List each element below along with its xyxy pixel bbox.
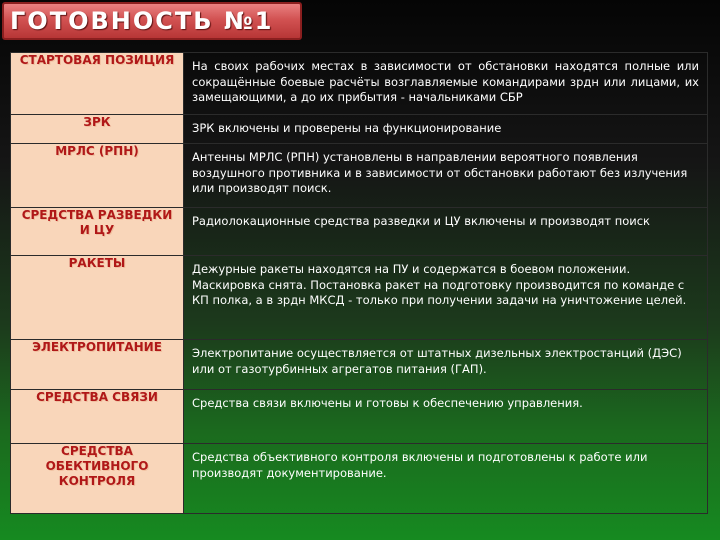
row-label: ЭЛЕКТРОПИТАНИЕ <box>11 340 184 390</box>
row-label: ЗРК <box>11 115 184 144</box>
row-label: РАКЕТЫ <box>11 256 184 340</box>
row-text: Антенны МРЛС (РПН) установлены в направлении вероятного появления воздушного противника и в зависимости от обстановки работают без излучения или производят поиск. <box>184 144 708 208</box>
row-label: СРЕДСТВА СВЯЗИ <box>11 390 184 444</box>
row-text: ЗРК включены и проверены на функционирование <box>184 115 708 144</box>
table-row <box>11 390 708 444</box>
table-row <box>11 53 708 115</box>
row-label: СРЕДСТВА РАЗВЕДКИ И ЦУ <box>11 208 184 256</box>
table-row <box>11 144 708 208</box>
row-text: Радиолокационные средства разведки и ЦУ включены и производят поиск <box>184 208 708 256</box>
row-label: СТАРТОВАЯ ПОЗИЦИЯ <box>11 53 184 115</box>
table-row <box>11 444 708 514</box>
row-label: СРЕДСТВА ОБЕКТИВНОГО КОНТРОЛЯ <box>11 444 184 514</box>
row-label: МРЛС (РПН) <box>11 144 184 208</box>
table-row <box>11 256 708 340</box>
table-row <box>11 208 708 256</box>
row-text: Дежурные ракеты находятся на ПУ и содержатся в боевом положении. Маскировка снята. Постановка ракет на подготовку производится по команде с КП полка, а в зрдн МКСД - только при получении задачи на уничтожение целей. <box>184 256 708 340</box>
row-text: На своих рабочих местах в зависимости от обстановки находятся полные или сокращённые боевые расчёты возглавляемые командирами зрдн или лицами, их замещающими, а до их прибытия - начальниками СБР <box>184 53 708 115</box>
row-text: Электропитание осуществляется от штатных дизельных электростанций (ДЭС) или от газотурбинных агрегатов питания (ГАП). <box>184 340 708 390</box>
table-row <box>11 340 708 390</box>
readiness-table <box>10 52 708 514</box>
row-text: Средства связи включены и готовы к обеспечению управления. <box>184 390 708 444</box>
table-row <box>11 115 708 144</box>
row-text: Средства объективного контроля включены и подготовлены к работе или производят документирование. <box>184 444 708 514</box>
page-title: ГОТОВНОСТЬ №1 <box>2 2 302 40</box>
